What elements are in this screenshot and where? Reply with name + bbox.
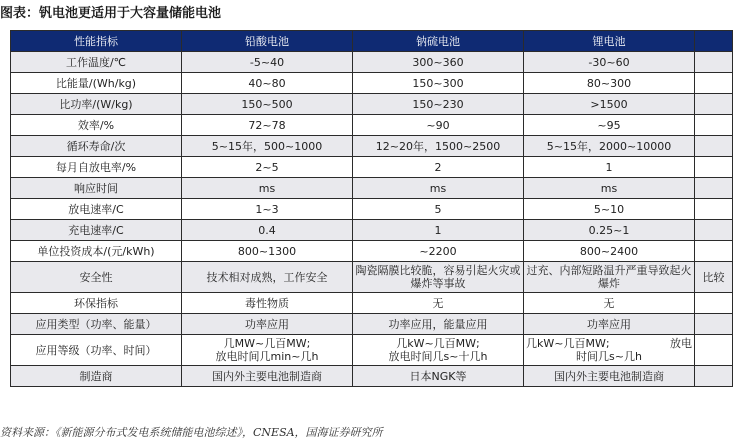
row-label: 响应时间: [11, 178, 182, 199]
cell-lead-acid: -5~40: [182, 52, 353, 73]
cell-extra: [695, 199, 733, 220]
cell-lithium: [524, 335, 695, 366]
table-row: [11, 52, 733, 73]
cell-extra: [695, 293, 733, 314]
cell-lithium: 80~300: [524, 73, 695, 94]
header-metric: 性能指标: [11, 31, 182, 52]
cell-lead-acid: 2~5: [182, 157, 353, 178]
row-label: 效率/%: [11, 115, 182, 136]
cell-lithium: -30~60: [524, 52, 695, 73]
cell-lead-acid: 国内外主要电池制造商: [182, 366, 353, 387]
cell-lead-acid: 毒性物质: [182, 293, 353, 314]
cell-line: 放电时间几s~十几h: [388, 350, 488, 363]
cell-sodium-sulfur: ms: [353, 178, 524, 199]
header-extra: [695, 31, 733, 52]
cell-lead-acid: 功率应用: [182, 314, 353, 335]
cell-lead-acid: 800~1300: [182, 241, 353, 262]
table-row: [11, 262, 733, 293]
cell-extra: [695, 52, 733, 73]
cell-lithium: 国内外主要电池制造商: [524, 366, 695, 387]
table-row: [11, 115, 733, 136]
cell-extra: [695, 220, 733, 241]
cell-text: 几kW~几百MW;: [526, 337, 610, 350]
cell-sodium-sulfur: 5: [353, 199, 524, 220]
table-row: [11, 136, 733, 157]
cell-sodium-sulfur: 2: [353, 157, 524, 178]
cell-lithium: >1500: [524, 94, 695, 115]
row-label: 比功率/(W/kg): [11, 94, 182, 115]
cell-line: 时间几s~几h: [576, 350, 642, 363]
cell-lithium: 800~2400: [524, 241, 695, 262]
cell-extra: [695, 335, 733, 366]
cell-lithium: ~95: [524, 115, 695, 136]
cell-sodium-sulfur: 无: [353, 293, 524, 314]
cell-sodium-sulfur: 日本NGK等: [353, 366, 524, 387]
row-label: 单位投资成本/(元/kWh): [11, 241, 182, 262]
table-row: [11, 199, 733, 220]
row-label: 制造商: [11, 366, 182, 387]
cell-extra: [695, 241, 733, 262]
cell-lead-acid: 150~500: [182, 94, 353, 115]
row-label: 每月自放电率/%: [11, 157, 182, 178]
table-row: [11, 314, 733, 335]
cell-sodium-sulfur: ~2200: [353, 241, 524, 262]
cell-lead-acid: ms: [182, 178, 353, 199]
cell-line: 放电时间几min~几h: [215, 350, 319, 363]
table-row: [11, 293, 733, 314]
cell-extra: [695, 157, 733, 178]
cell-lead-acid: 技术相对成熟，工作安全: [182, 262, 353, 293]
cell-extra: [695, 178, 733, 199]
comparison-table-container: [10, 30, 725, 387]
table-row: [11, 73, 733, 94]
cell-lithium: 过充、内部短路温升严重导致起火爆炸: [524, 262, 695, 293]
row-label: 比能量/(Wh/kg): [11, 73, 182, 94]
header-lithium: 锂电池: [524, 31, 695, 52]
cell-extra: 比较: [695, 262, 733, 293]
table-row: [11, 178, 733, 199]
cell-line: [526, 337, 692, 350]
cell-lead-acid: 0.4: [182, 220, 353, 241]
cell-lead-acid: [182, 335, 353, 366]
battery-comparison-table: [10, 30, 733, 387]
cell-lithium: 功率应用: [524, 314, 695, 335]
cell-lithium: 5~10: [524, 199, 695, 220]
cell-extra: [695, 366, 733, 387]
page-title: 图表：钒电池更适用于大容量储能电池: [0, 6, 222, 21]
cell-text: 放电: [670, 337, 692, 350]
header-lead-acid: 铅酸电池: [182, 31, 353, 52]
cell-sodium-sulfur: 300~360: [353, 52, 524, 73]
row-label: 放电速率/C: [11, 199, 182, 220]
cell-sodium-sulfur: 功率应用，能量应用: [353, 314, 524, 335]
cell-sodium-sulfur: [353, 335, 524, 366]
header-sodium-sulfur: 钠硫电池: [353, 31, 524, 52]
cell-lead-acid: 40~80: [182, 73, 353, 94]
row-label: 循环寿命/次: [11, 136, 182, 157]
cell-sodium-sulfur: 陶瓷隔膜比较脆，容易引起火灾或爆炸等事故: [353, 262, 524, 293]
table-row: [11, 366, 733, 387]
cell-sodium-sulfur: 150~230: [353, 94, 524, 115]
cell-line: 几kW~几百MW;: [396, 337, 480, 350]
cell-lead-acid: 72~78: [182, 115, 353, 136]
source-note: 资料来源：《新能源分布式发电系统储能电池综述》，CNESA，国海证券研究所: [0, 426, 383, 439]
cell-lead-acid: 5~15年，500~1000: [182, 136, 353, 157]
table-row: [11, 157, 733, 178]
cell-extra: [695, 136, 733, 157]
table-row: [11, 94, 733, 115]
cell-line: 几MW~几百MW;: [223, 337, 311, 350]
cell-sodium-sulfur: ~90: [353, 115, 524, 136]
table-row: [11, 241, 733, 262]
cell-sodium-sulfur: 150~300: [353, 73, 524, 94]
row-label: 安全性: [11, 262, 182, 293]
cell-sodium-sulfur: 1: [353, 220, 524, 241]
table-row: [11, 220, 733, 241]
row-label: 应用等级（功率、时间）: [11, 335, 182, 366]
cell-extra: [695, 314, 733, 335]
cell-lithium: 1: [524, 157, 695, 178]
cell-extra: [695, 94, 733, 115]
cell-lithium: ms: [524, 178, 695, 199]
cell-extra: [695, 73, 733, 94]
row-label: 应用类型（功率、能量）: [11, 314, 182, 335]
row-label: 充电速率/C: [11, 220, 182, 241]
cell-extra: [695, 115, 733, 136]
row-label: 工作温度/℃: [11, 52, 182, 73]
row-label: 环保指标: [11, 293, 182, 314]
cell-sodium-sulfur: 12~20年，1500~2500: [353, 136, 524, 157]
cell-lithium: 无: [524, 293, 695, 314]
table-header-row: [11, 31, 733, 52]
cell-lead-acid: 1~3: [182, 199, 353, 220]
cell-lithium: 5~15年，2000~10000: [524, 136, 695, 157]
table-row: [11, 335, 733, 366]
cell-lithium: 0.25~1: [524, 220, 695, 241]
